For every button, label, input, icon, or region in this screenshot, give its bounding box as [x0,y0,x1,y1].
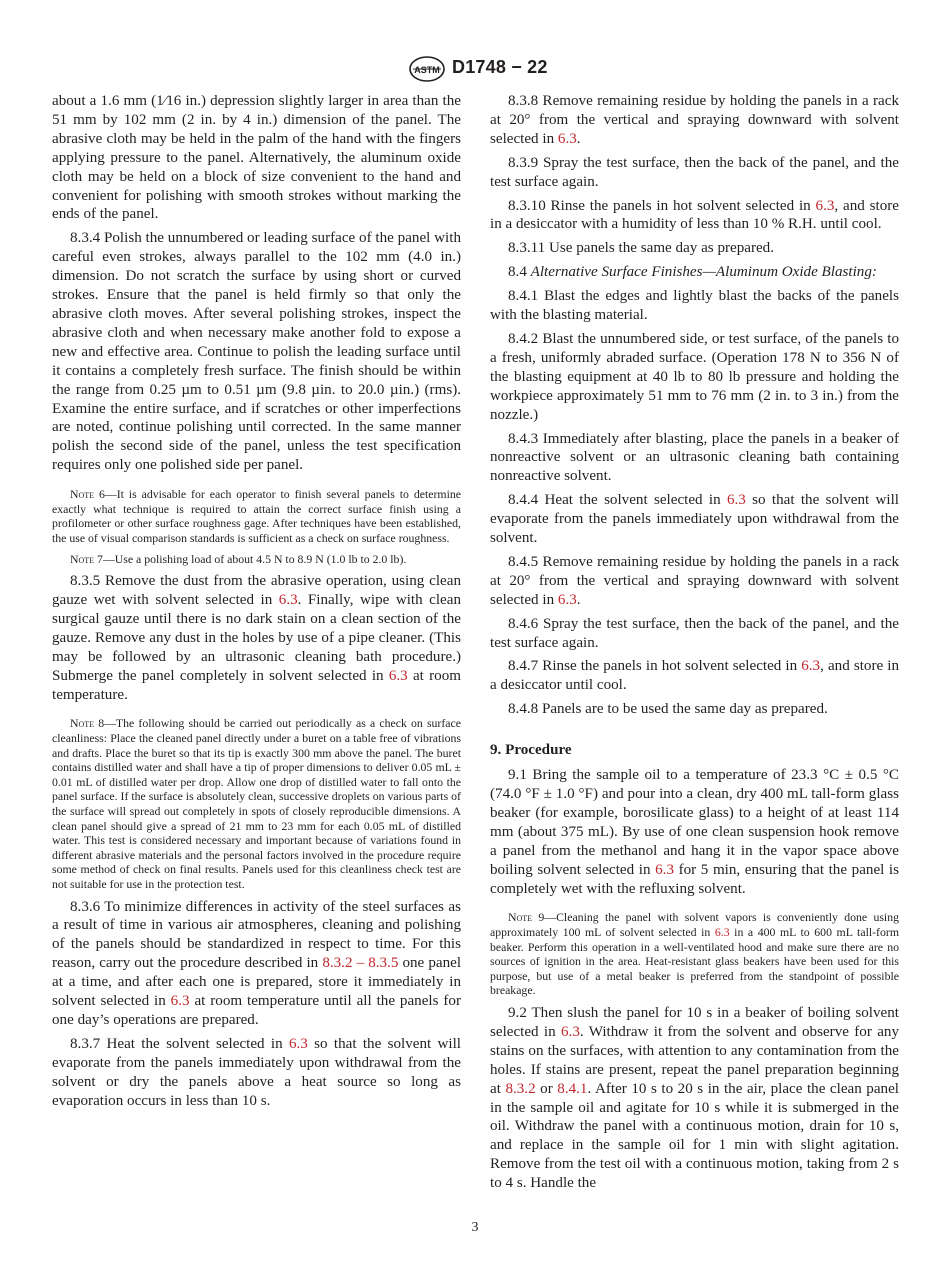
right-column [490,92,899,1198]
section-link[interactable]: 6.3 [714,925,730,940]
text: . [576,130,581,147]
document-id: D1748 − 22 [452,57,548,77]
section-link[interactable]: 6.3 [288,1035,308,1052]
paragraph: about a 1.6 mm (1⁄16 in.) depression slightly larger in area than the 51 mm by 102 mm (2 in. by 4 in.) dimension of the panel. The abrasive cloth may be held in the palm of the hand with the fingers applying pressure to the panel. Alternatively, the aluminum oxide cloth may be held on a block of size convenient to the hand and convenient for polishing with smooth strokes without marking the ends of the panel. [52,93,461,223]
text: . Finally, wipe with clean surgical gauze until there is no dark stain on a clean section of the gauze. Remove any dust in the holes by use of a pipe cleaner. (This may be followed by an ultrasonic cleaning bath procedure.) Submerge the panel completely in solvent selected in [52,592,461,684]
section-link[interactable]: 6.3 [655,861,674,878]
paragraph-8-4-8: 8.4.8 Panels are to be used the same day as prepared. [508,701,828,718]
paragraph-8-3-5 [52,572,461,704]
text: for 5 min, ensuring that the panel is completely wet with the refluxing solvent. [490,861,899,897]
note-text: —It is advisable for each operator to finish several panels to determine exactly what technique is required to attain the correct surface finish using a profilometer or other surface roughness gage. After techniques have been established, the use of visual comparison standards is sufficient as a check on surface roughness. [52,487,461,545]
note-8 [52,716,461,891]
paragraph-8-4 [490,263,899,282]
note-text: —Use a polishing load of about 4.5 N to 8.9 N (1.0 lb to 2.0 lb). [102,551,407,566]
section-link[interactable]: 8.4.1 [557,1080,588,1097]
section-link[interactable]: 6.3 [557,591,577,608]
text: 8.3.8 Remove remaining residue by holding the panels in a rack at 20° from the vertical and spraying downward with solvent selected in [490,93,899,147]
note-label: Note 9 [508,910,545,925]
text: , and store in a desiccator until cool. [490,658,899,694]
paragraph-8-4-7 [490,657,899,695]
section-link[interactable]: 6.3 [170,993,190,1010]
note-6 [52,487,461,545]
section-link[interactable]: 6.3 [561,1023,580,1040]
paragraph-8-4-4 [490,491,899,548]
section-link[interactable]: 6.3 [278,592,298,608]
section-heading: 9. Procedure [490,742,572,759]
note-7 [52,552,461,567]
text: 9.2 Then slush the panel for 10 s in a beaker of boiling solvent selected in [490,1005,899,1040]
page-header [0,56,950,82]
paragraph-8-3-10 [490,197,899,235]
subsection-title: Alternative Surface Finishes—Aluminum Oxide Blasting: [530,264,877,281]
note-text: in a 400 mL to 600 mL tall-form beaker. Perform this operation in a well-ventilated hood and make sure there are no sources of ignition in the area. Heat-resistant glass beakers have been used for this purpose, but use of a metal beaker is preferred from the standpoint of possible breakage. [490,925,899,998]
text: so that the solvent will evaporate from the panels immediately upon withdrawal from the solvent. [490,492,899,547]
paragraph-9-2 [490,1004,899,1193]
section-link[interactable]: 8.3.2 [505,1080,536,1097]
section-link[interactable]: 6.3 [726,492,746,509]
paragraph-8-3-6 [52,898,461,1030]
section-link[interactable]: 6.3 [801,658,821,675]
text: , and store in a desiccator with a humidity of less than 10 % R.H. until cool. [490,197,899,233]
paragraph-8-4-5 [490,553,899,610]
text: at room temperature. [52,667,461,703]
section-link[interactable]: 6.3 [557,130,577,147]
paragraph-8-4-2: 8.4.2 Blast the unnumbered side, or test surface, of the panels to a fresh, uniformly abraded surface. (Operation 178 N to 356 N of the blasting equipment at 40 lb to 80 lb pressure and holding the workpiece approximately 51 mm to 76 mm (2 in. to 3 in.) from the nozzle.) [490,330,899,423]
paragraph-8-4-3: 8.4.3 Immediately after blasting, place the panels in a beaker of nonreactive solvent or an ultrasonic cleaning bath containing nonreactive solvent. [490,430,899,485]
paragraph-8-3-11: 8.3.11 Use panels the same day as prepared. [508,240,775,257]
page-number: 3 [471,1220,479,1235]
section-link[interactable]: 6.3 [388,667,408,684]
text: 9.1 Bring the sample oil to a temperature of 23.3 °C ± 0.5 °C (74.0 °F ± 1.0 °F) and pour into a clean, dry 400 mL tall-form glass beaker (for example, borosilicate glass) to a height of at least 114 mm (about 375 mL). By use of one clean suspension hook remove a panel from the methanol and hang it in the vapor space above boiling solvent selected in [490,767,899,878]
text: 8.3.10 Rinse the panels in hot solvent selected in [508,197,816,214]
text: 8.4.4 Heat the solvent selected in [508,492,727,509]
left-column [52,92,461,1116]
text: 8.4.7 Rinse the panels in hot solvent selected in [508,658,802,675]
text: one panel at a time, and after each one is prepared, store it immediately in solvent selected in [52,955,462,1010]
text: . Withdraw it from the solvent and observe for any stains on the surfaces, with attention to any contamination from the holes. If stains are present, repeat the panel preparation beginning at [490,1023,899,1097]
paragraph-8-4-1: 8.4.1 Blast the edges and lightly blast the backs of the panels with the blasting material. [490,288,899,324]
astm-logo-icon [407,56,447,82]
text: 8.4 [508,264,531,281]
section-link[interactable]: 6.3 [815,197,835,214]
text: at room temperature until all the panels for one day’s operations are prepared. [52,993,461,1028]
text: 8.3.6 To minimize differences in activity of the steel surfaces as a result of time in various air atmospheres, cleaning and polishing of the panels should be standardized in respect to time. For this reason, carry out the procedure described in [52,898,461,972]
paragraph-8-4-6: 8.4.6 Spray the test surface, then the back of the panel, and the test surface again. [490,615,899,651]
paragraph-8-3-9: 8.3.9 Spray the test surface, then the back of the panel, and the test surface again. [490,154,899,190]
note-label: Note 7 [70,551,103,566]
text: 8.3.7 Heat the solvent selected in [70,1035,289,1052]
paragraph-9-1 [490,766,899,898]
note-text: —The following should be carried out periodically as a check on surface cleanliness: Place the cleaned panel directly under a buret on a table free of vibrations and drafts. Place the buret so that its tip is exactly 300 mm above the panel. The buret contains distilled water and shall have a tip of proper dimensions to deliver 0.05 mL ± 0.01 mL of distilled water per drop. Allow one drop of distilled water to fall onto the panel surface. If the surface is absolutely clean, successive droplets on various parts of the surface will spread out completely in spots of closely reproducible dimensions. A clean panel should give a spread of 21 mm to 23 mm for each 0.05 mL of distilled water. This test is considered necessary and important because of variations found in different abrasive materials and the personal factors involved in the procedure require some method of check on final results. Panels used for this cleanliness check test are not suitable for use in the protection test. [52,716,461,891]
text: or [535,1080,558,1097]
note-9 [490,910,899,998]
note-label: Note 8 [70,716,105,731]
paragraph-8-3-7 [52,1035,461,1111]
paragraph-8-3-8 [490,92,899,149]
note-text: —Cleaning the panel with solvent vapors is conveniently done using approximately 100 mL of solvent selected in [490,910,900,940]
note-label: Note 6 [70,487,105,502]
text: . [576,591,581,608]
text: 8.3.5 Remove the dust from the abrasive operation, using clean gauze wet with solvent selected in [52,573,461,608]
svg-text:ASTM: ASTM [414,65,440,75]
section-link[interactable]: 8.3.2 – 8.3.5 [322,955,399,972]
text: . After 10 s to 20 s in the air, place the clean panel in the sample oil and agitate for 10 s while it is submerged in the oil. Withdraw the panel with a continuous motion, drain for 10 s, and replace in the sample oil for 1 min with slight agitation. Remove from the test oil with a continuous motion, taking from 2 s to 4 s. Handle the [490,1080,899,1192]
text: 8.4.5 Remove remaining residue by holding the panels in a rack at 20° from the vertical and spraying downward with solvent selected in [490,553,899,608]
text: so that the solvent will evaporate from the panels immediately upon withdrawal from the solvent or dry the panels above a heat source so long as evaporation occurs in less than 10 s. [52,1035,461,1109]
paragraph-8-3-4: 8.3.4 Polish the unnumbered or leading surface of the panel with careful even strokes, always parallel to the 102 mm (4.0 in.) dimension. Do not scratch the surface by using short or curved strokes. Ensure that the panel is held firmly so that only the abrasive cloth moves. After several polishing strokes, inspect the abrasive cloth and when necessary make another fold to expose a new and effective area. Continue to polish the leading surface until it contains a completely fresh surface. The finish should be within the range from 0.25 µm to 0.51 µm (9.8 µin. to 20.0 µin.) (rms). Examine the entire surface, and if scratches or other imperfections are noted, continue polishing until corrected. In the same manner polish the second side of the panel, unless the test specification requires only one polished side per panel. [52,230,461,474]
